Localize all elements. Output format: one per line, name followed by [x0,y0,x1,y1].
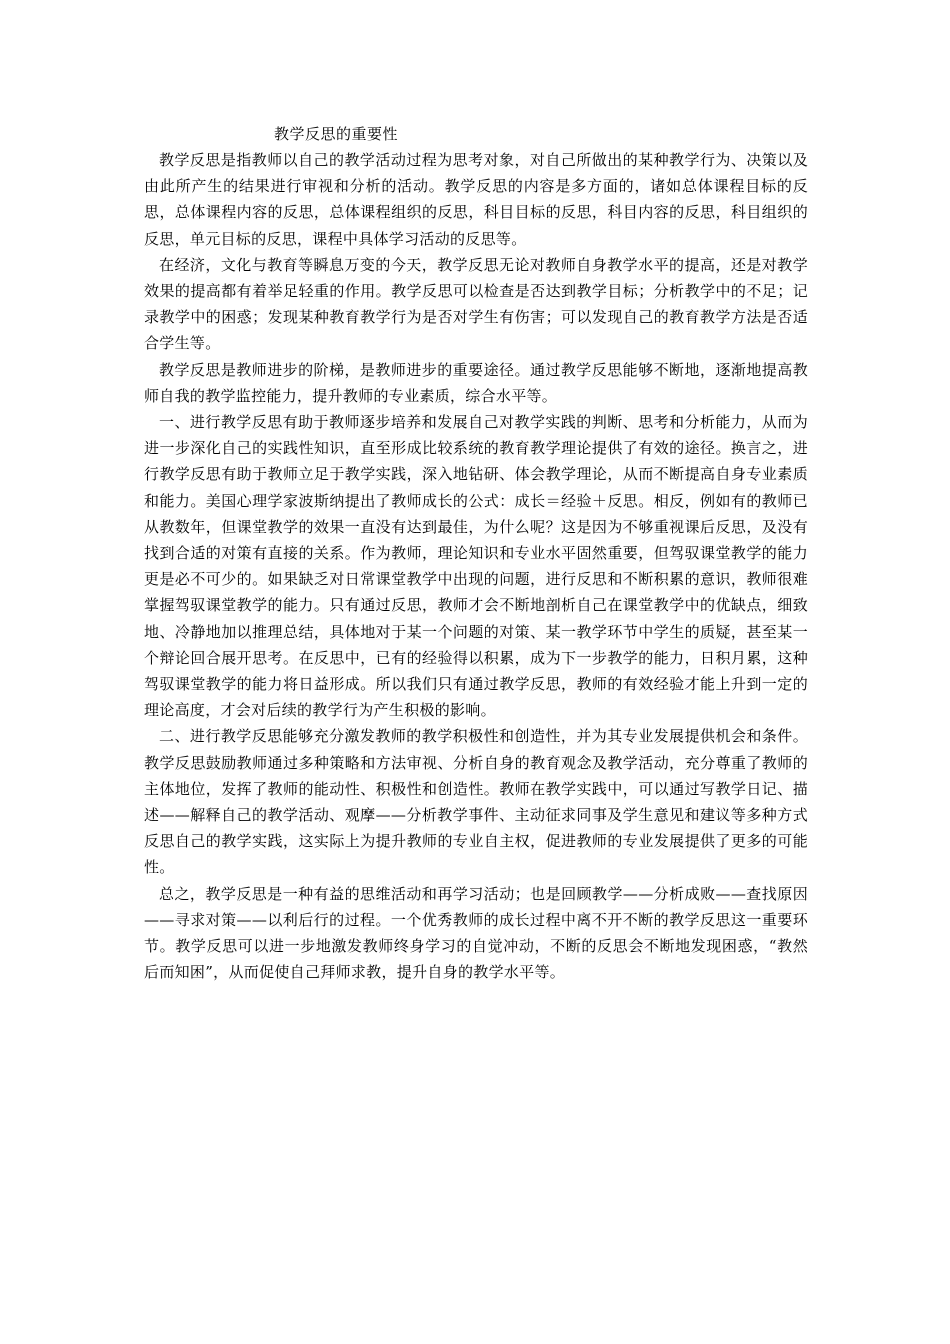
paragraph-point-two: 二、进行教学反思能够充分激发教师的教学积极性和创造性，并为其专业发展提供机会和条件。教学反思鼓励教师通过多种策略和方法审视、分析自身的教育观念及教学活动，充分尊重了教师的主体地位，发挥了教师的能动性、积极性和创造性。教师在教学实践中，可以通过写教学日记、描述——解释自己的教学活动、观摩——分析教学事件、主动征求同事及学生意见和建议等多种方式反思自己的教学实践，这实际上为提升教师的专业自主权，促进教师的专业发展提供了更多的可能性。 [144,727,808,877]
paragraph-definition: 教学反思是指教师以自己的教学活动过程为思考对象，对自己所做出的某种教学行为、决策以及由此所产生的结果进行审视和分析的活动。教学反思的内容是多方面的，诸如总体课程目标的反思，总体课程内容的反思，总体课程组织的反思，科目目标的反思，科目内容的反思，科目组织的反思，单元目标的反思，课程中具体学习活动的反思等。 [144,151,808,248]
document-page [144,121,808,986]
paragraph-progress: 教学反思是教师进步的阶梯，是教师进步的重要途径。通过教学反思能够不断地，逐渐地提高教师自我的教学监控能力，提升教师的专业素质，综合水平等。 [144,360,808,405]
document-title: 教学反思的重要性 [274,125,399,143]
paragraph-point-one: 一、进行教学反思有助于教师逐步培养和发展自己对教学实践的判断、思考和分析能力，从而为进一步深化自己的实践性知识，直至形成比较系统的教育教学理论提供了有效的途径。换言之，进行教学反思有助于教师立足于教学实践，深入地钻研、体会教学理论，从而不断提高自身专业素质和能力。美国心理学家波斯纳提出了教师成长的公式：成长＝经验＋反思。相反，例如有的教师已从教数年，但课堂教学的效果一直没有达到最佳，为什么呢？这是因为不够重视课后反思，及没有找到合适的对策有直接的关系。作为教师，理论知识和专业水平固然重要，但驾驭课堂教学的能力更是必不可少的。如果缺乏对日常课堂教学中出现的问题，进行反思和不断积累的意识，教师很难掌握驾驭课堂教学的能力。只有通过反思，教师才会不断地剖析自己在课堂教学中的优缺点，细致地、冷静地加以推理总结，具体地对于某一个问题的对策、某一教学环节中学生的质疑，甚至某一个辩论回合展开思考。在反思中，已有的经验得以积累，成为下一步教学的能力，日积月累，这种驾驭课堂教学的能力将日益形成。所以我们只有通过教学反思，教师的有效经验才能上升到一定的理论高度，才会对后续的教学行为产生积极的影响。 [144,413,808,720]
paragraph-conclusion: 总之，教学反思是一种有益的思维活动和再学习活动；也是回顾教学——分析成败——查找原因——寻求对策——以利后行的过程。一个优秀教师的成长过程中离不开不断的教学反思这一重要环节。教学反思可以进一步地激发教师终身学习的自觉冲动，不断的反思会不断地发现困惑，“教然后而知困”，从而促使自己拜师求教，提升自身的教学水平等。 [144,884,808,982]
paragraph-importance: 在经济，文化与教育等瞬息万变的今天，教学反思无论对教师自身教学水平的提高，还是对教学效果的提高都有着举足轻重的作用。教学反思可以检查是否达到教学目标；分析教学中的不足；记录教学中的困惑；发现某种教育教学行为是否对学生有伤害；可以发现自己的教育教学方法是否适合学生等。 [144,255,808,353]
